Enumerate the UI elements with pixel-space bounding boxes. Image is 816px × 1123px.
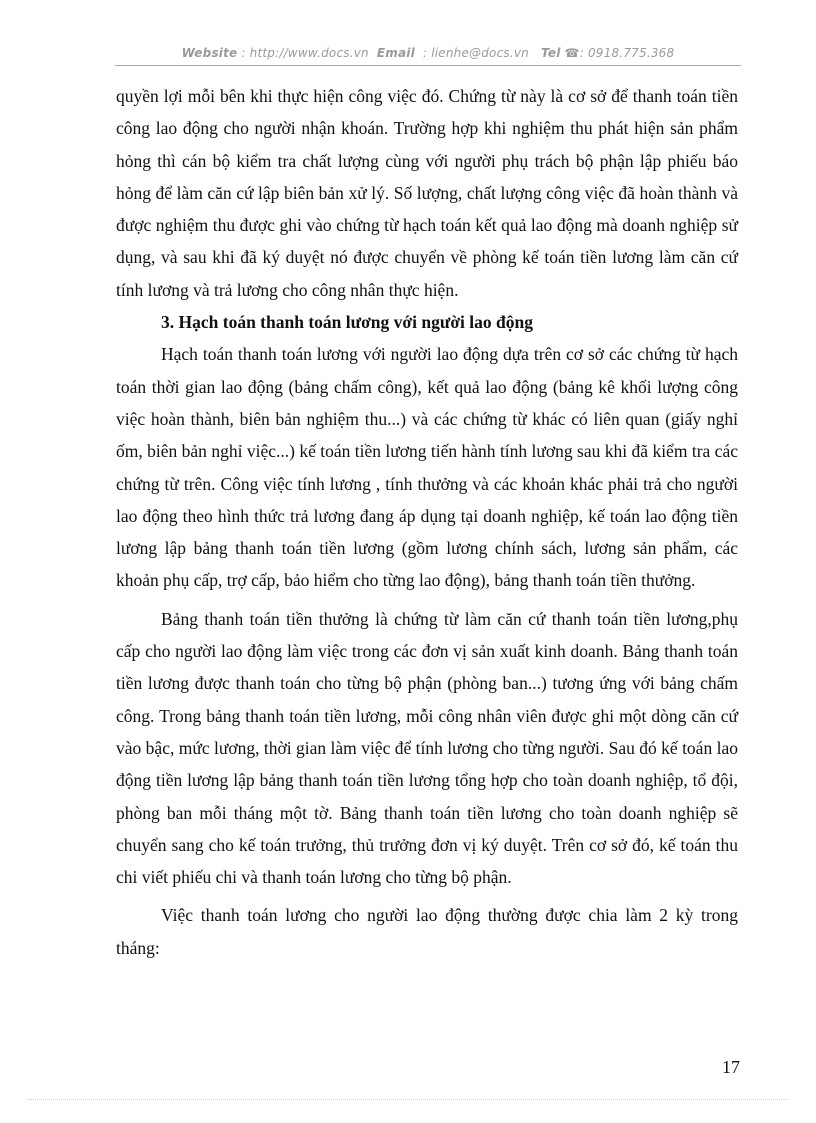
email-label: Email: [376, 46, 415, 60]
section-heading: 3. Hạch toán thanh toán lương với người lao động: [161, 312, 533, 333]
website-label: Website: [181, 46, 238, 60]
phone-icon: ☎: [564, 46, 580, 60]
document-body: [116, 80, 738, 964]
page-number: 17: [722, 1057, 740, 1077]
footer-divider: [28, 1099, 788, 1100]
paragraph-4: Việc thanh toán lương cho người lao động thường được chia làm 2 kỳ trong tháng:: [116, 905, 738, 958]
website-value: : http://www.docs.vn: [241, 46, 369, 60]
tel-value: : 0918.775.368: [579, 46, 675, 60]
paragraph-1: quyền lợi mỗi bên khi thực hiện công việc đó. Chứng từ này là cơ sở để thanh toán tiền công lao động cho người nhận khoán. Trường hợp khi nghiệm thu phát hiện sản phẩm hỏng thì cán bộ kiểm tra chất lượng cùng với người phụ trách bộ phận lập phiếu báo hỏng để làm căn cứ lập biên bản xử lý. Số lượng, chất lượng công việc đã hoàn thành và được nghiệm thu được ghi vào chứng từ hạch toán kết quả lao động mà doanh nghiệp sử dụng, và sau khi đã ký duyệt nó được chuyển về phòng kế toán tiền lương làm căn cứ tính lương và trả lương cho công nhân thực hiện.: [116, 86, 738, 300]
email-value: : lienhe@docs.vn: [422, 46, 529, 60]
header-divider: [115, 65, 741, 66]
paragraph-3: Bảng thanh toán tiền thưởng là chứng từ làm căn cứ thanh toán tiền lương,phụ cấp cho người lao động làm việc trong các đơn vị sản xuất kinh doanh. Bảng thanh toán tiền lương được thanh toán cho từng bộ phận (phòng ban...) tương ứng với bảng chấm công. Trong bảng thanh toán tiền lương, mỗi công nhân viên được ghi một dòng căn cứ vào bậc, mức lương, thời gian làm việc để tính lương cho từng người. Sau đó kế toán lao động tiền lương lập bảng thanh toán tiền lương tổng hợp cho toàn doanh nghiệp, tổ đội, phòng ban mỗi tháng một tờ. Bảng thanh toán tiền lương cho toàn doanh nghiệp sẽ chuyển sang cho kế toán trưởng, thủ trưởng đơn vị ký duyệt. Trên cơ sở đó, kế toán thu chi viết phiếu chi và thanh toán lương cho từng bộ phận.: [116, 608, 738, 888]
tel-label: Tel: [541, 46, 561, 60]
page-header: [115, 46, 741, 60]
paragraph-2: Hạch toán thanh toán lương với người lao động dựa trên cơ sở các chứng từ hạch toán thời gian lao động (bảng chấm công), kết quả lao động (bảng kê khối lượng công việc hoàn thành, biên bản nghiệm thu...) và các chứng từ khác có liên quan (giấy nghỉ ốm, biên bản nghỉ việc...) kế toán tiền lương tiến hành tính lương sau khi đã kiểm tra các chứng từ trên. Công việc tính lương , tính thưởng và các khoản khác phải trả cho người lao động theo hình thức trả lương đang áp dụng tại doanh nghiệp, kế toán lao động tiền lương lập bảng thanh toán tiền lương (gồm lương chính sách, lương sản phẩm, các khoản phụ cấp, trợ cấp, bảo hiểm cho từng lao động), bảng thanh toán tiền thưởng.: [116, 344, 738, 591]
